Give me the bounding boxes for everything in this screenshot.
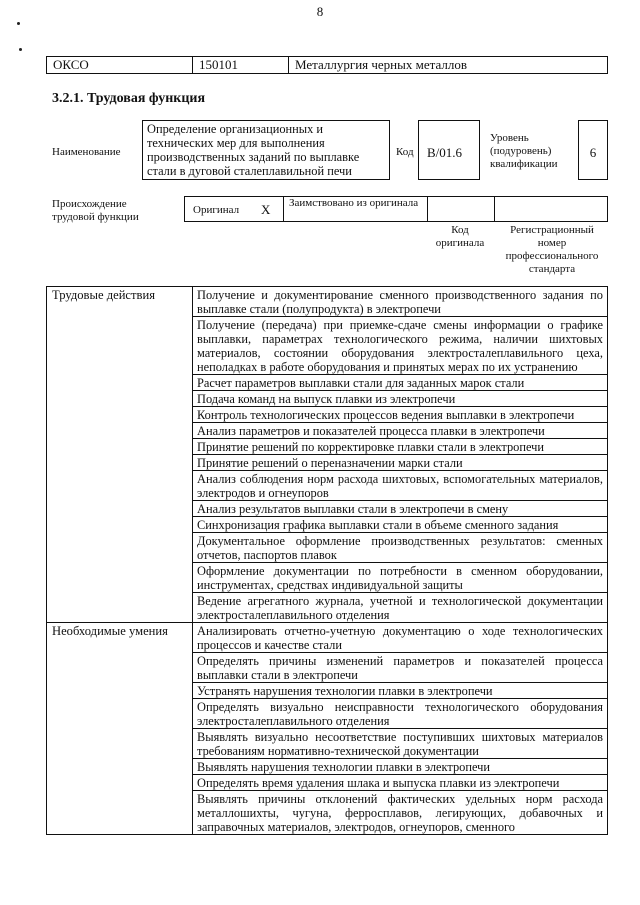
level-label: Уровень (подуровень) квалификации [490, 132, 558, 170]
scan-dot [17, 22, 20, 25]
scan-dot [19, 48, 22, 51]
item-cell: Получение (передача) при приемке-сдаче смены информации о графике выплавки, параметрах технологического режима, наличии шихтовых материалов, состоянии оборудования электросталеплавильного цеха, неполадках в работе оборудования и принятых мерах по их устранению [193, 317, 608, 375]
item-cell: Документальное оформление производственных результатов: сменных отчетов, паспортов плавок [193, 533, 608, 563]
code-original-label: Код оригинала [435, 224, 485, 249]
table-row [47, 287, 608, 317]
category-cell: Трудовые действия [47, 287, 193, 623]
item-cell: Ведение агрегатного журнала, учетной и технологической документации электросталеплавильного отделения [193, 593, 608, 623]
category-cell: Необходимые умения [47, 623, 193, 835]
divider [283, 196, 284, 222]
item-cell: Анализ соблюдения норм расхода шихтовых, вспомогательных материалов, электродов и огнеупоров [193, 471, 608, 501]
okso-code: 150101 [193, 57, 289, 73]
original-mark: X [261, 202, 271, 217]
item-cell: Синхронизация графика выплавки стали в объеме сменного задания [193, 517, 608, 533]
item-cell: Анализ результатов выплавки стали в электропечи в смену [193, 501, 608, 517]
item-cell: Определять визуально неисправности технологического оборудования электросталеплавильного отделения [193, 699, 608, 729]
origin-box [184, 196, 608, 222]
item-cell: Получение и документирование сменного производственного задания по выплавке стали (полупродукта) в электропечи [193, 287, 608, 317]
okso-label: ОКСО [47, 57, 193, 73]
item-cell: Подача команд на выпуск плавки из электропечи [193, 391, 608, 407]
item-cell: Контроль технологических процессов ведения выплавки в электропечи [193, 407, 608, 423]
item-cell: Устранять нарушения технологии плавки в электропечи [193, 683, 608, 699]
item-cell: Выявлять нарушения технологии плавки в электропечи [193, 759, 608, 775]
level-value: 6 [578, 120, 608, 180]
okso-row [46, 56, 608, 74]
table-row [47, 623, 608, 653]
item-cell: Принятие решений о переназначении марки стали [193, 455, 608, 471]
item-cell: Выявлять визуально несоответствие поступивших шихтовых материалов требованиям нормативно-технической документации [193, 729, 608, 759]
item-cell: Принятие решений по корректировке плавки стали в электропечи [193, 439, 608, 455]
divider [494, 196, 495, 222]
code-value: B/01.6 [418, 120, 480, 180]
code-label: Код [396, 146, 414, 158]
item-cell: Определять причины изменений параметров и показателей процесса выплавки стали в электропечи [193, 653, 608, 683]
borrowed-label: Заимствовано из оригинала [289, 197, 419, 209]
item-cell: Анализировать отчетно-учетную документацию о ходе технологических процессов и качестве стали [193, 623, 608, 653]
function-details-table [46, 286, 608, 835]
okso-name: Металлургия черных металлов [295, 57, 467, 72]
reg-number-label: Регистрационный номер профессионального стандарта [505, 224, 599, 275]
item-cell: Расчет параметров выплавки стали для заданных марок стали [193, 375, 608, 391]
item-cell: Оформление документации по потребности в сменном оборудовании, инструментах, средствах индивидуальной защиты [193, 563, 608, 593]
item-cell: Выявлять причины отклонений фактических удельных норм расхода металлошихты, чугуна, ферросплавов, легирующих, добавочных и заправочных материалов, электродов, огнеупоров, сменного [193, 791, 608, 835]
divider [427, 196, 428, 222]
original-label: Оригинал [193, 204, 240, 216]
name-label: Наименование [52, 146, 121, 158]
item-cell: Определять время удаления шлака и выпуска плавки из электропечи [193, 775, 608, 791]
item-cell: Анализ параметров и показателей процесса плавки в электропечи [193, 423, 608, 439]
section-title: 3.2.1. Трудовая функция [52, 91, 206, 106]
function-name: Определение организационных и технических мер для выполнения производственных заданий по выплавке стали в дуговой сталеплавильной печи [142, 120, 390, 180]
page-number: 8 [316, 4, 324, 19]
origin-label: Происхождение трудовой функции [52, 198, 139, 223]
